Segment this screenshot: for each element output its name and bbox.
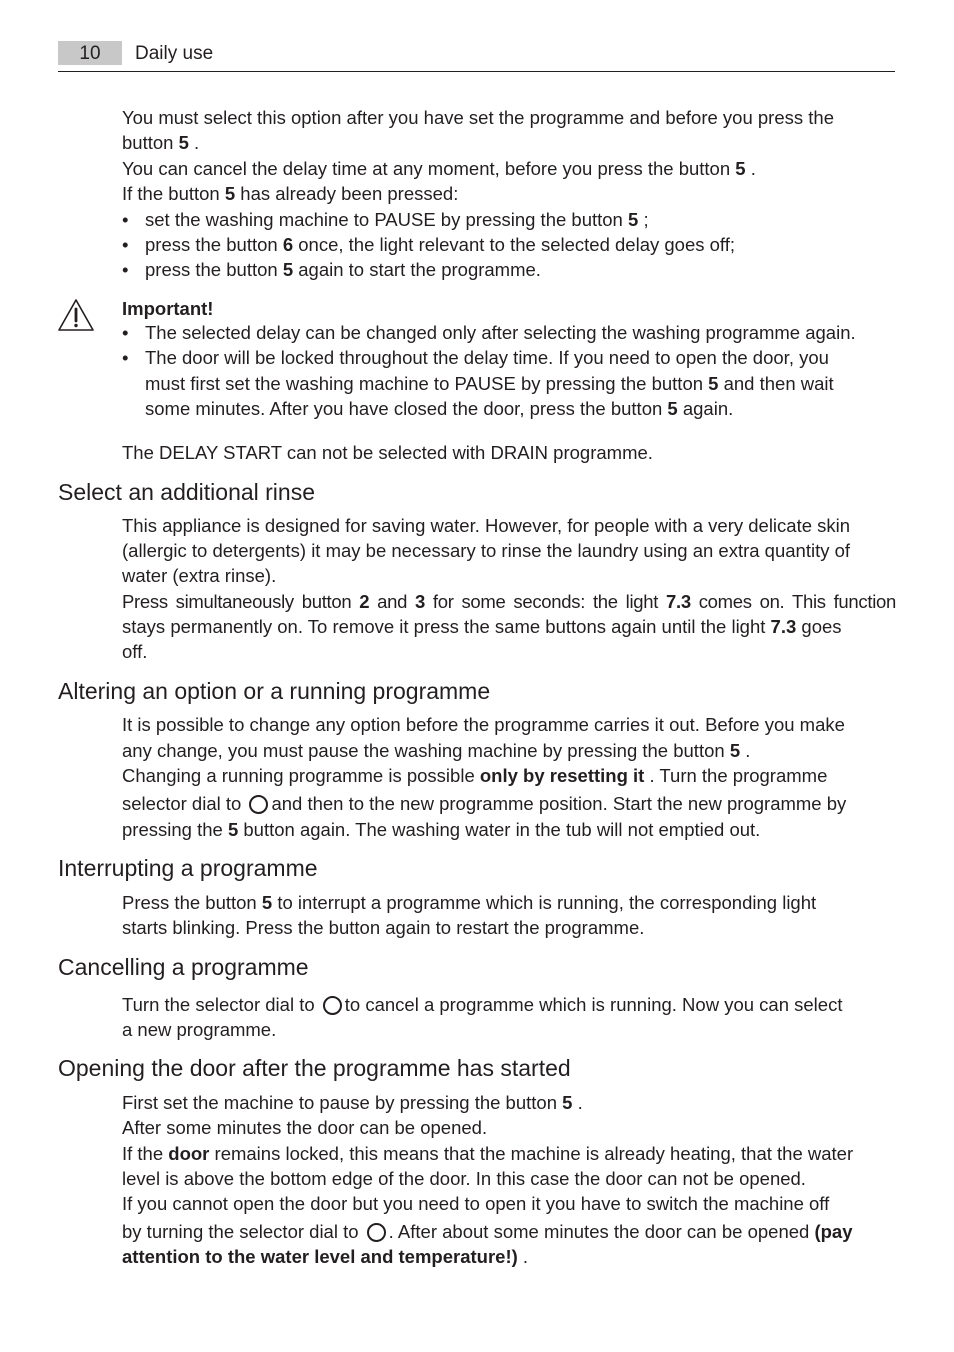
paragraph-line: Press simultaneously button 2 and 3 for some seconds: the light 7.3 comes on. This function xyxy=(122,591,896,612)
paragraph-line: Turn the selector dial to to cancel a programme which is running. Now you can select xyxy=(122,994,843,1015)
paragraph-line: starts blinking. Press the button again to restart the programme. xyxy=(122,917,645,938)
paragraph-line: First set the machine to pause by pressing the button 5 . xyxy=(122,1092,583,1113)
paragraph-line: attention to the water level and temperature!) . xyxy=(122,1246,529,1267)
paragraph-line: pressing the 5 button again. The washing water in the tub will not emptied out. xyxy=(122,819,761,840)
section-name: Daily use xyxy=(135,43,214,64)
section-heading: Select an additional rinse xyxy=(58,479,315,505)
page-header xyxy=(58,41,895,72)
paragraph-line: If you cannot open the door but you need to open it you have to switch the machine off xyxy=(122,1193,830,1214)
paragraph-line: stays permanently on. To remove it press the same buttons again until the light 7.3 goes xyxy=(122,616,842,637)
paragraph-line: button 5 . xyxy=(122,132,200,153)
paragraph-line: If the button 5 has already been pressed: xyxy=(122,183,459,204)
section-heading: Opening the door after the programme has started xyxy=(58,1055,571,1081)
paragraph-line: level is above the bottom edge of the door. In this case the door can not be opened. xyxy=(122,1168,806,1189)
paragraph-line: This appliance is designed for saving water. However, for people with a very delicate skin xyxy=(122,515,851,536)
paragraph-line: by turning the selector dial to . After about some minutes the door can be opened (pay xyxy=(122,1221,853,1242)
paragraph-line: off. xyxy=(122,641,148,662)
section-heading: Cancelling a programme xyxy=(58,954,309,980)
paragraph-line: any change, you must pause the washing machine by pressing the button 5 . xyxy=(122,740,751,761)
paragraph-line: After some minutes the door can be opened. xyxy=(122,1117,488,1138)
paragraph-line: Press the button 5 to interrupt a programme which is running, the corresponding light xyxy=(122,892,817,913)
off-position-icon xyxy=(367,1223,386,1242)
paragraph-line: a new programme. xyxy=(122,1019,277,1040)
paragraph-line: You must select this option after you have set the programme and before you press the xyxy=(122,107,834,128)
paragraph-line: Changing a running programme is possible only by resetting it . Turn the programme xyxy=(122,765,828,786)
paragraph-line: You can cancel the delay time at any moment, before you press the button 5 . xyxy=(122,158,756,179)
paragraph-line: The DELAY START can not be selected with DRAIN programme. xyxy=(122,442,653,463)
paragraph-line: It is possible to change any option before the programme carries it out. Before you make xyxy=(122,714,845,735)
paragraph-line: (allergic to detergents) it may be necessary to rinse the laundry using an extra quantity of xyxy=(122,540,851,561)
off-position-icon xyxy=(249,795,268,814)
off-position-icon xyxy=(323,996,342,1015)
important-title: Important! xyxy=(122,298,214,319)
paragraph-line: water (extra rinse). xyxy=(122,565,277,586)
paragraph-line: selector dial to and then to the new programme position. Start the new programme by xyxy=(122,793,847,814)
page-number: 10 xyxy=(58,41,122,65)
paragraph-line: If the door remains locked, this means that the machine is already heating, that the water xyxy=(122,1143,854,1164)
warning-icon xyxy=(57,298,95,337)
section-heading: Altering an option or a running programme xyxy=(58,678,491,704)
section-heading: Interrupting a programme xyxy=(58,855,318,881)
